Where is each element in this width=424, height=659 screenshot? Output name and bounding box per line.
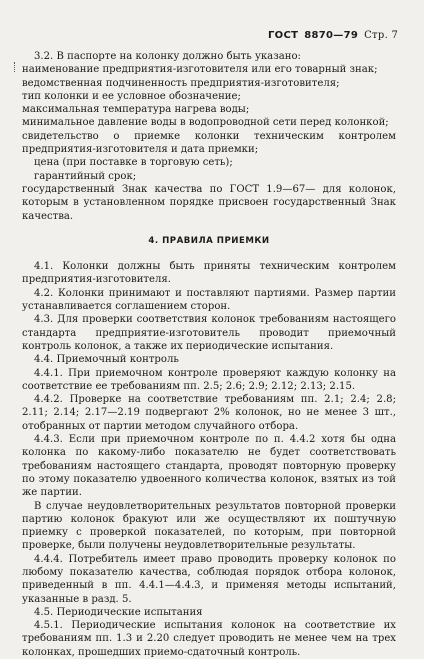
list-item: цена (при поставке в торговую сеть); [34, 157, 233, 169]
page-number: Стр. 7 [364, 30, 399, 41]
paragraph-3-2: 3.2. В паспорте на колонку должно быть указано: [34, 51, 301, 62]
list-item: минимальное давление воды в водопроводной сети перед колонкой; [22, 117, 389, 129]
paragraph-4-4-3: 4.4.3. Если при приемочном контроле по п. 4.4.2 хотя бы одна колонка по какому-либо показателю не будет соответствовать требованиям настоящего стандарта, проводят повторную проверку по этому показателю удвоенного количества колонок, взятых из той же партии. [22, 434, 396, 499]
paragraph-4-4-4: 4.4.4. Потребитель имеет право проводить проверку колонок по любому показателю качества, соблюдая порядок отбора колонок, приведенный в пп. 4.4.1—4.4.3, и применяя методы испытаний, указанные в разд. 5. [22, 553, 396, 605]
section-title: 4. ПРАВИЛА ПРИЕМКИ [148, 235, 270, 246]
paragraph-4-2: 4.2. Колонки принимают и поставляют партиями. Размер партии устанавливается соглашением сторон. [22, 287, 396, 313]
page-header [268, 30, 398, 41]
paragraph-4-4-1: 4.4.1. При приемочном контроле проверяют каждую колонку на соответствие ее требованиям пп. 2.5; 2.6; 2.9; 2.12; 2.13; 2.15. [22, 367, 396, 392]
list-item: ведомственная подчиненность предприятия-изготовителя; [22, 77, 340, 89]
page-body [22, 50, 396, 659]
standard-number: 8870—79 [304, 30, 359, 41]
list-item: наименование предприятия-изготовителя или его товарный знак; [22, 64, 378, 76]
list-item: максимальная температура нагрева воды; [22, 104, 250, 116]
paragraph-4-3: 4.3. Для проверки соответствия колонок требованиям настоящего стандарта предприятие-изготовитель проводит приемочный контроль колонок, а также их периодические испытания. [22, 314, 396, 352]
paragraph-4-4-3-cont: В случае неудовлетворительных результатов повторной проверки партию колонок бракуют или же осуществляют их поштучную приемку с проверкой показателей, по которым, при повторной проверке, были получены неудовлетворительные результаты. [22, 500, 396, 552]
subsection-4-5-title: 4.5. Периодические испытания [34, 606, 203, 618]
subsection-4-4-title: 4.4. Приемочный контроль [34, 354, 179, 366]
paragraph-4-5-1: 4.5.1. Периодические испытания колонок на соответствие их требованиям пп. 1.3 и 2.20 следует проводить не менее чем на трех колонках, прошедших приемо-сдаточный контроль. [22, 620, 396, 658]
margin-mark [14, 62, 16, 72]
standard-label: ГОСТ [268, 30, 299, 41]
list-item: тип колонки и ее условное обозначение; [22, 90, 241, 102]
list-item: гарантийный срок; [34, 170, 137, 182]
paragraph-4-4-2: 4.4.2. Проверке на соответствие требованиям пп. 2.1; 2.4; 2.8; 2.11; 2.14; 2.17—2.19 подвергают 2% колонок, но не менее 3 шт., отобранных от партии методом случайного отбора. [22, 394, 396, 432]
list-item: государственный Знак качества по ГОСТ 1.9—67— для колонок, которым в установленном порядке присвоен государственный Знак качества. [22, 183, 396, 222]
list-item: свидетельство о приемке колонки техническим контролем предприятия-изготовителя и дата приемки; [22, 130, 396, 156]
paragraph-4-1: 4.1. Колонки должны быть приняты техническим контролем предприятия-изготовителя. [22, 261, 396, 286]
